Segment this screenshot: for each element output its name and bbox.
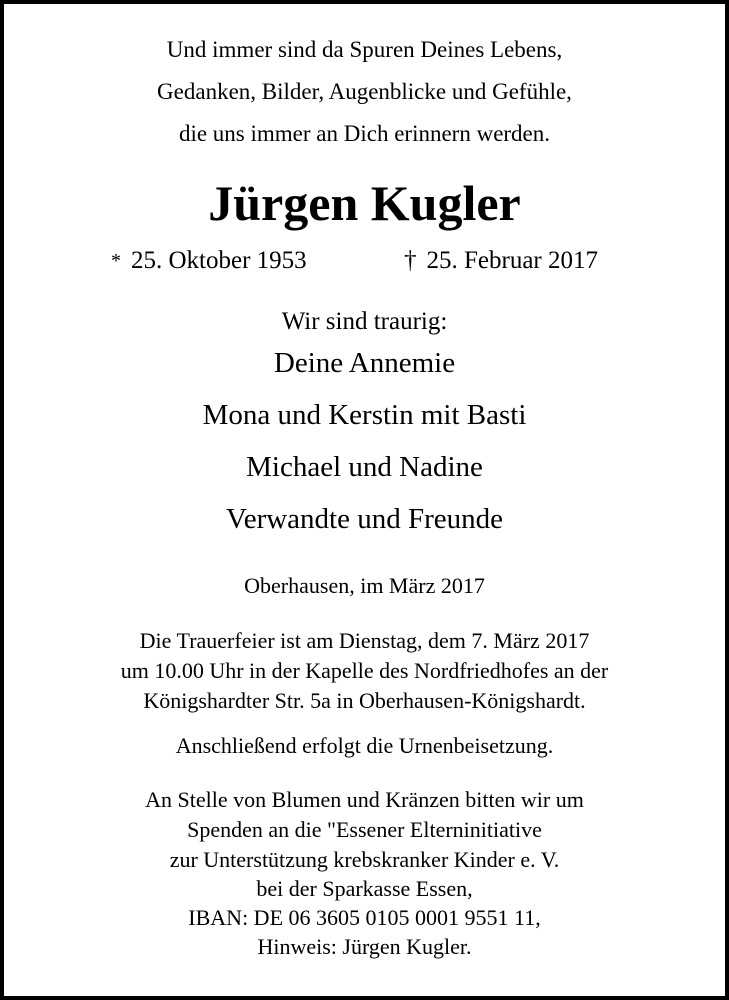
life-dates — [4, 248, 725, 276]
urn-burial-note: Anschließend erfolgt die Urnenbeisetzung. — [175, 733, 554, 758]
donation-iban: IBAN: DE 06 3605 0105 0001 9551 11, — [188, 905, 541, 930]
birth-date: 25. Oktober 1953 — [131, 247, 307, 274]
donation-line: An Stelle von Blumen und Kränzen bitten wir um — [145, 787, 584, 812]
verse-line: Und immer sind da Spuren Deines Lebens, — [166, 37, 563, 62]
ceremony-line: Königshardter Str. 5a in Oberhausen-Königshardt. — [143, 688, 586, 713]
mourner-name: Michael und Nadine — [246, 451, 483, 483]
deceased-name: Jürgen Kugler — [208, 175, 521, 231]
donation-line: bei der Sparkasse Essen, — [256, 876, 473, 901]
donation-line: Spenden an die "Essener Elterninitiative — [187, 817, 542, 842]
birth-star-icon: * — [111, 250, 121, 272]
death-cross-icon: † — [404, 247, 417, 274]
mourner-name: Mona und Kerstin mit Basti — [202, 399, 527, 431]
death-date-group — [404, 248, 598, 273]
birth-date-group — [111, 248, 307, 273]
mourner-name: Verwandte und Freunde — [225, 503, 504, 535]
donation-line: zur Unterstützung krebskranker Kinder e. V. — [169, 847, 560, 872]
verse-line: Gedanken, Bilder, Augenblicke und Gefühle, — [157, 79, 572, 104]
mourner-name: Deine Annemie — [273, 347, 456, 379]
donation-reference: Hinweis: Jürgen Kugler. — [257, 934, 472, 959]
ceremony-line: Die Trauerfeier ist am Dienstag, dem 7. März 2017 — [139, 628, 590, 653]
place-date: Oberhausen, im März 2017 — [244, 573, 485, 598]
mourners-intro: Wir sind traurig: — [281, 308, 448, 335]
death-date: 25. Februar 2017 — [426, 247, 598, 274]
ceremony-line: um 10.00 Uhr in der Kapelle des Nordfriedhofes an der — [120, 658, 609, 683]
verse-line: die uns immer an Dich erinnern werden. — [178, 121, 551, 146]
